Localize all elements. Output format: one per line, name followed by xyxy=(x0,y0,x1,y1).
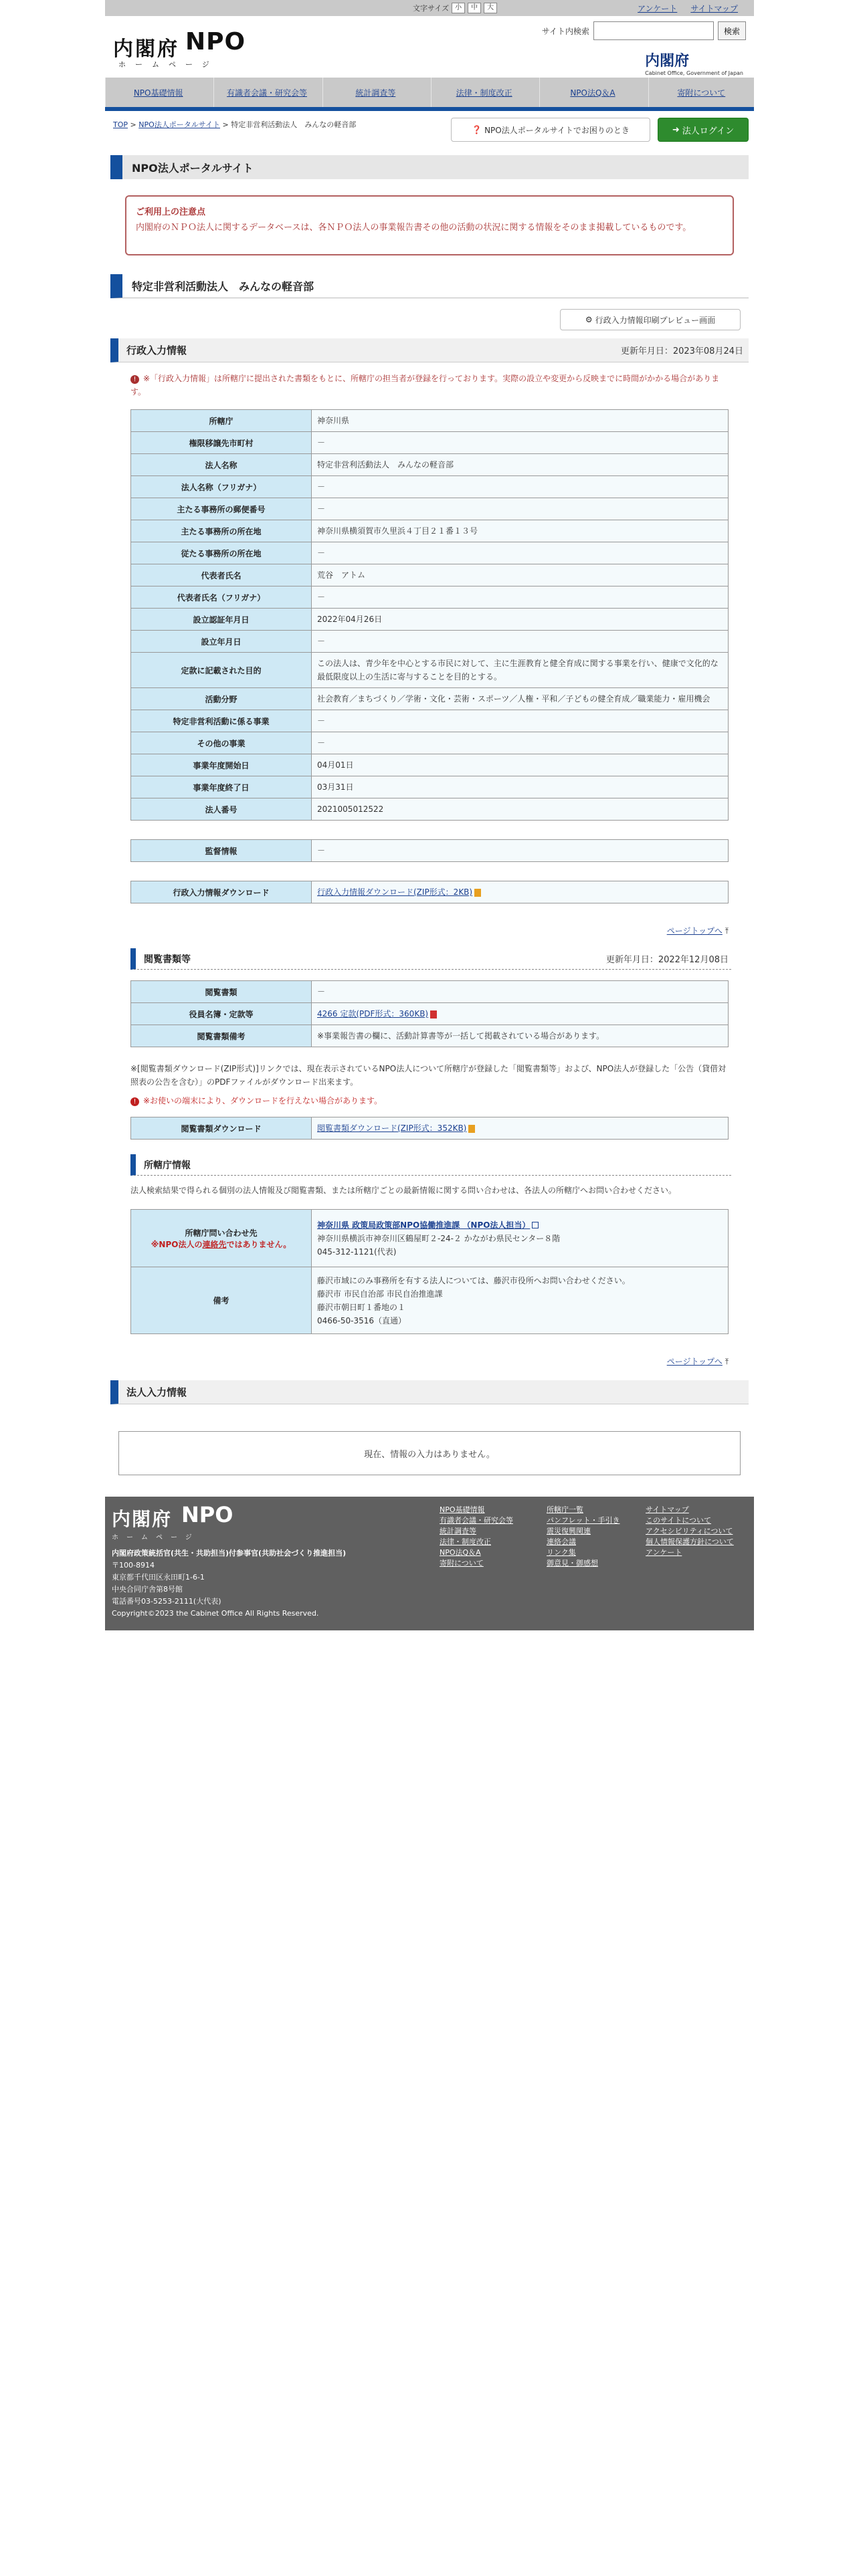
nav-statistics[interactable]: 統計調査等 xyxy=(322,78,428,107)
zip-icon xyxy=(468,1125,475,1133)
footer-tel: 電話番号03-5253-2111(大代表) xyxy=(112,1597,221,1606)
contact-note-a: ※NPO法人の xyxy=(151,1239,203,1249)
shokatsu-desc: 法人検索結果で得られる個別の法人情報及び閲覧書類、または所轄庁ごとの最新情報に関する問い合わせは、各法人の所轄庁へお問い合わせください。 xyxy=(130,1186,677,1195)
row-value xyxy=(312,1003,729,1025)
arrow-up-icon: ⤒ xyxy=(725,926,729,936)
etsuran-warning-text: ※お使いの端末により、ダウンロードを行えない場合があります。 xyxy=(143,1096,383,1105)
login-icon: ➜ xyxy=(672,124,680,135)
row-value: － xyxy=(312,631,729,653)
row-key: 監督情報 xyxy=(131,840,312,862)
row-key: 事業年度開始日 xyxy=(131,754,312,776)
row-key: 代表者氏名 xyxy=(131,564,312,586)
footer-link[interactable]: 御意見・御感想 xyxy=(547,1559,598,1568)
logo-kana: ホームページ xyxy=(118,60,219,69)
table-row xyxy=(131,1003,729,1025)
footer-link[interactable]: 震災復興関連 xyxy=(547,1527,591,1535)
footer-bldg: 中央合同庁舎第8号館 xyxy=(112,1585,183,1594)
table-row xyxy=(131,498,729,520)
biko-line-1: 藤沢市域にのみ事務所を有する法人については、藤沢市役所へお問い合わせください。 xyxy=(317,1275,630,1285)
table-row xyxy=(131,1025,729,1047)
pagetop-label[interactable]: ページトップへ xyxy=(666,926,723,936)
row-key: 活動分野 xyxy=(131,688,312,710)
contact-key xyxy=(131,1210,312,1267)
site-search xyxy=(542,21,746,40)
table-row xyxy=(131,586,729,609)
footer-col-2 xyxy=(547,1505,619,1569)
row-value: － xyxy=(312,981,729,1003)
footer-link[interactable]: 所轄庁一覧 xyxy=(547,1505,583,1514)
row-key: 主たる事務所の所在地 xyxy=(131,520,312,542)
row-key: 従たる事務所の所在地 xyxy=(131,542,312,564)
hojin-section-heading xyxy=(110,1380,749,1404)
table-row xyxy=(131,710,729,732)
help-button-label: NPO法人ポータルサイトでお困りのとき xyxy=(484,125,630,135)
footer-col-1 xyxy=(440,1505,513,1569)
breadcrumb-portal[interactable]: NPO法人ポータルサイト xyxy=(138,120,220,129)
breadcrumb-current: 特定非営利活動法人 みんなの軽音部 xyxy=(231,120,357,129)
table-row xyxy=(131,432,729,454)
row-key: 法人名称 xyxy=(131,454,312,476)
page-title: NPO法人ポータルサイト xyxy=(110,155,749,179)
table-row xyxy=(131,542,729,564)
font-size-label: 文字サイズ xyxy=(413,4,450,13)
contact-note-c: ではありません。 xyxy=(226,1239,292,1249)
etsuran-title: 閲覧書類等 xyxy=(144,954,191,965)
biko-line-2: 藤沢市 市民自治部 市民自治推進課 xyxy=(317,1289,443,1299)
shokatsu-title: 所轄庁情報 xyxy=(144,1160,191,1171)
gear-icon: ⚙ xyxy=(585,315,593,324)
contact-address: 神奈川県横浜市神奈川区鶴屋町２-24-２ かながわ県民センター８階 xyxy=(317,1233,561,1243)
row-value: 2022年04月26日 xyxy=(312,609,729,631)
row-key: 閲覧書類備考 xyxy=(131,1025,312,1047)
row-key: 法人名称（フリガナ） xyxy=(131,476,312,498)
table-row xyxy=(131,1210,729,1267)
font-large-button[interactable]: 大 xyxy=(484,3,497,13)
table-row xyxy=(131,688,729,710)
row-value: この法人は、青少年を中心とする市民に対して、主に生涯教育と健全育成に関する事業を行い、健康で文化的な最低限度以上の生活に寄与することを目的とする。 xyxy=(312,653,729,688)
pdf-icon xyxy=(430,1010,437,1018)
gyosei-updated: 更新年月日：2023年08月24日 xyxy=(620,346,743,356)
row-value: － xyxy=(312,476,729,498)
table-row xyxy=(131,1117,729,1140)
notice-body: 内閣府のＮＰＯ法人に関するデータベースは、各ＮＰＯ法人の事業報告書その他の活動の状況に関する情報をそのまま掲載しているものです。 xyxy=(136,223,692,233)
print-preview-button[interactable] xyxy=(560,309,741,330)
row-key: 主たる事務所の郵便番号 xyxy=(131,498,312,520)
cao-name: 内閣府 xyxy=(645,53,690,70)
row-key: 法人番号 xyxy=(131,798,312,821)
shokatsu-table xyxy=(130,1209,729,1334)
row-key: 定款に記載された目的 xyxy=(131,653,312,688)
contact-note-link[interactable]: 連絡先 xyxy=(202,1239,227,1249)
breadcrumb: TOP > NPO法人ポータルサイト > 特定非営利活動法人 みんなの軽音部 xyxy=(113,120,357,129)
question-icon: ❓ xyxy=(472,125,482,134)
etsuran-table xyxy=(130,980,729,1047)
contact-key-label: 所轄庁問い合わせ先 xyxy=(185,1228,258,1238)
table-row xyxy=(131,798,729,821)
footer-link[interactable]: 連絡会議 xyxy=(547,1537,576,1546)
font-medium-button[interactable]: 中 xyxy=(468,3,481,13)
gyosei-table xyxy=(130,409,729,821)
row-value xyxy=(312,1117,729,1140)
org-title: 特定非営利活動法人 みんなの軽音部 xyxy=(110,274,749,298)
table-row xyxy=(131,732,729,754)
footer-logo-npo: NPO xyxy=(181,1502,233,1527)
utility-bar xyxy=(105,0,754,16)
table-row xyxy=(131,653,729,688)
row-value: 03月31日 xyxy=(312,776,729,798)
row-key: 閲覧書類ダウンロード xyxy=(131,1117,312,1140)
alert-icon: ! xyxy=(130,1097,139,1106)
contact-tel: 045-312-1121(代表) xyxy=(317,1247,397,1257)
row-value: － xyxy=(312,498,729,520)
cao-english: Cabinet Office, Government of Japan xyxy=(645,70,743,76)
row-value: 2021005012522 xyxy=(312,798,729,821)
footer-link[interactable]: NPO基礎情報 xyxy=(440,1505,485,1514)
shokatsu-heading xyxy=(130,1154,731,1176)
row-value: 社会教育／まちづくり／学術・文化・芸術・スポーツ／人権・平和／子どもの健全育成／職業能力・雇用機会 xyxy=(312,688,729,710)
gyosei-warning-text: ※「行政入力情報」は所轄庁に提出された書類をもとに、所轄庁の担当者が登録を行っております。実際の設立や変更から反映までに時間がかかる場合があります。 xyxy=(130,374,720,397)
table-row xyxy=(131,410,729,432)
etsuran-updated: 更新年月日：2022年12月08日 xyxy=(605,955,729,965)
row-key: 役員名簿・定款等 xyxy=(131,1003,312,1025)
footer-addr: 東京都千代田区永田町1-6-1 xyxy=(112,1573,205,1582)
row-key: 事業年度終了日 xyxy=(131,776,312,798)
footer-link[interactable]: アンケート xyxy=(646,1548,682,1557)
arrow-up-icon: ⤒ xyxy=(725,1357,729,1366)
nav-npo-qa[interactable]: NPO法Q＆A xyxy=(539,78,645,107)
login-button[interactable] xyxy=(658,118,749,142)
table-row xyxy=(131,454,729,476)
footer-link[interactable]: アクセシビリティについて xyxy=(646,1527,733,1535)
search-button[interactable]: 検索 xyxy=(718,21,746,40)
alert-icon: ! xyxy=(130,375,139,384)
footer-address xyxy=(112,1547,346,1620)
font-small-button[interactable]: 小 xyxy=(452,3,465,13)
etsuran-heading xyxy=(130,948,731,970)
survey-link[interactable]: アンケート xyxy=(638,3,678,13)
table-row xyxy=(131,840,729,862)
footer-link[interactable]: サイトマップ xyxy=(646,1505,689,1514)
row-key: 代表者氏名（フリガナ） xyxy=(131,586,312,609)
footer-link[interactable]: 寄附について xyxy=(440,1559,484,1568)
login-button-label: 法人ログイン xyxy=(682,126,735,136)
row-key: 行政入力情報ダウンロード xyxy=(131,881,312,903)
table-row xyxy=(131,631,729,653)
header xyxy=(105,16,754,78)
row-key: 所轄庁 xyxy=(131,410,312,432)
nav-law-revision[interactable]: 法律・制度改正 xyxy=(431,78,537,107)
footer-link[interactable]: NPO法Q＆A xyxy=(440,1548,481,1557)
zip-icon xyxy=(474,889,481,897)
pagetop-link-2[interactable] xyxy=(105,1356,729,1367)
row-value: － xyxy=(312,542,729,564)
etsuran-note: ※[閲覧書類ダウンロード(ZIP形式)]リンクでは、現在表示されているNPO法人について所轄庁が登録した「閲覧書類等」および、NPO法人が登録した「公告（貸借対照表の公告を含む）」のPDFファイルがダウンロード出来ます。 xyxy=(130,1064,727,1087)
teikan-pdf-link[interactable]: 4266 定款(PDF形式：360KB) xyxy=(317,1009,429,1018)
print-preview-label: 行政入力情報印刷プレビュー画面 xyxy=(595,315,716,325)
biko-key: 備考 xyxy=(131,1267,312,1334)
kantoku-table xyxy=(130,839,729,862)
row-value: － xyxy=(312,732,729,754)
hojin-empty-message: 現在、情報の入力はありません。 xyxy=(118,1431,741,1475)
gyosei-section-heading xyxy=(110,338,749,362)
gyosei-title: 行政入力情報 xyxy=(126,344,187,356)
table-row xyxy=(131,981,729,1003)
biko-line-4: 0466-50-3516（直通） xyxy=(317,1315,407,1325)
etsuran-download-table xyxy=(130,1117,729,1140)
font-size-control xyxy=(413,3,497,13)
shokatsu-contact-link[interactable]: 神奈川県 政策局政策部NPO協働推進課 （NPO法人担当） xyxy=(317,1220,531,1230)
row-key: 特定非営利活動に係る事業 xyxy=(131,710,312,732)
table-row xyxy=(131,564,729,586)
row-value: 神奈川県 xyxy=(312,410,729,432)
footer-link[interactable]: 個人情報保護方針について xyxy=(646,1537,734,1546)
row-key: 設立年月日 xyxy=(131,631,312,653)
footer-logo[interactable] xyxy=(112,1502,233,1541)
gyosei-download-table xyxy=(130,881,729,903)
row-key: 権限移譲先市町村 xyxy=(131,432,312,454)
row-key: 閲覧書類 xyxy=(131,981,312,1003)
pagetop-label[interactable]: ページトップへ xyxy=(666,1357,723,1366)
footer-col-3 xyxy=(646,1505,734,1558)
row-value: 04月01日 xyxy=(312,754,729,776)
nav-npo-basics[interactable]: NPO基礎情報 xyxy=(105,78,211,107)
nav-expert-meetings[interactable]: 有識者会議・研究会等 xyxy=(213,78,319,107)
contact-value xyxy=(312,1210,729,1267)
logo-kanji: 内閣府 xyxy=(113,37,179,61)
row-value: － xyxy=(312,586,729,609)
logo-npo: NPO xyxy=(185,28,246,56)
etsuran-warning xyxy=(130,1094,731,1107)
row-value: 神奈川県横須賀市久里浜４丁目２１番１３号 xyxy=(312,520,729,542)
contact-key-note xyxy=(136,1239,306,1250)
row-value xyxy=(312,881,729,903)
search-input[interactable] xyxy=(593,21,714,40)
footer-office: 内閣府政策統括官(共生・共助担当)付参事官(共助社会づくり推進担当) xyxy=(112,1549,347,1558)
footer-copyright: Copyright©2023 the Cabinet Office All Rights Reserved. xyxy=(112,1609,319,1618)
cabinet-office-logo[interactable] xyxy=(645,49,743,76)
nav-donation[interactable]: 寄附について xyxy=(648,78,754,107)
footer-link[interactable]: 統計調査等 xyxy=(440,1527,476,1535)
external-link-icon xyxy=(532,1222,539,1228)
gyosei-download-link[interactable]: 行政入力情報ダウンロード(ZIP形式：2KB) xyxy=(317,887,473,897)
footer-link[interactable]: 有識者会議・研究会等 xyxy=(440,1516,513,1525)
row-value: ※事業報告書の欄に、活動計算書等が一括して掲載されている場合があります。 xyxy=(312,1025,729,1047)
row-key: 設立認証年月日 xyxy=(131,609,312,631)
footer xyxy=(105,1497,754,1630)
footer-logo-kana: ホームページ xyxy=(112,1534,200,1541)
breadcrumb-top[interactable]: TOP xyxy=(113,120,128,129)
row-value: 特定非営利活動法人 みんなの軽音部 xyxy=(312,454,729,476)
sitemap-link[interactable]: サイトマップ xyxy=(690,3,738,13)
row-value: － xyxy=(312,840,729,862)
row-value: － xyxy=(312,432,729,454)
row-value: － xyxy=(312,710,729,732)
table-row xyxy=(131,476,729,498)
biko-value xyxy=(312,1267,729,1334)
search-label: サイト内検索 xyxy=(541,26,589,36)
footer-link[interactable]: パンフレット・手引き xyxy=(547,1516,620,1525)
footer-logo-kanji: 内閣府 xyxy=(112,1508,173,1530)
table-row xyxy=(131,1267,729,1334)
notice-title: ご利用上の注意点 xyxy=(136,207,206,217)
table-row xyxy=(131,520,729,542)
footer-zip: 〒100-8914 xyxy=(112,1561,155,1570)
biko-line-3: 藤沢市朝日町１番地の１ xyxy=(317,1302,406,1312)
table-row xyxy=(131,754,729,776)
site-logo[interactable] xyxy=(113,28,246,72)
footer-link[interactable]: 法律・制度改正 xyxy=(440,1537,491,1546)
row-key: その他の事業 xyxy=(131,732,312,754)
help-button[interactable] xyxy=(451,118,650,142)
footer-link[interactable]: このサイトについて xyxy=(646,1516,712,1525)
footer-link[interactable]: リンク集 xyxy=(547,1548,576,1557)
table-row xyxy=(131,609,729,631)
usage-notice xyxy=(125,195,734,255)
table-row xyxy=(131,881,729,903)
pagetop-link-1[interactable] xyxy=(105,925,729,936)
row-value: 荒谷 アトム xyxy=(312,564,729,586)
global-nav xyxy=(105,78,754,107)
etsuran-download-link[interactable]: 閲覧書類ダウンロード(ZIP形式：352KB) xyxy=(317,1123,467,1133)
gyosei-warning xyxy=(130,372,731,399)
hojin-title: 法人入力情報 xyxy=(126,1386,187,1398)
table-row xyxy=(131,776,729,798)
